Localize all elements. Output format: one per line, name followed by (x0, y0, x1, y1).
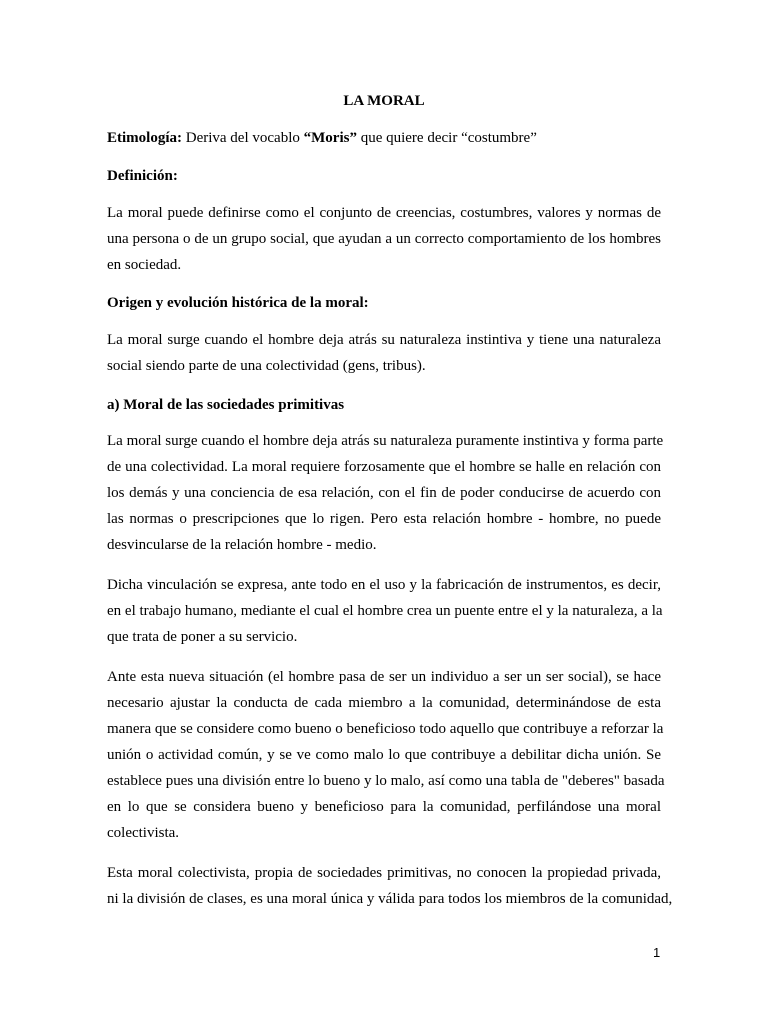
primitivas-heading: a) Moral de las sociedades primitivas (107, 397, 345, 413)
paragraph-line: los demás y una conciencia de esa relación, con el fin de poder conducirse de acuerdo con (107, 485, 661, 501)
page-number: 1 (653, 945, 661, 960)
paragraph-line: La moral surge cuando el hombre deja atrás su naturaleza puramente instintiva y forma parte (107, 433, 664, 449)
definicion-heading: Definición: (107, 168, 178, 184)
paragraph-line: ni la división de clases, es una moral única y válida para todos los miembros de la comunidad, (107, 891, 673, 907)
paragraph-line: establece pues una división entre lo bueno y lo malo, así como una tabla de "deberes" basada (107, 773, 665, 789)
etimologia-label: Etimología: (107, 130, 182, 146)
paragraph-line: manera que se considere como bueno o beneficioso todo aquello que contribuye a reforzar la (107, 721, 664, 737)
origen-paragraph (107, 327, 661, 379)
etimologia-text-after: que quiere decir “costumbre” (356, 130, 537, 146)
paragraph-line: La moral puede definirse como el conjunto de creencias, costumbres, valores y normas de (107, 205, 661, 221)
definicion-paragraph (107, 200, 661, 278)
paragraph-line: en lo que se considera bueno y beneficioso para la comunidad, perfilándose una moral (107, 799, 661, 815)
primitivas-paragraph-1 (107, 428, 664, 558)
document-title: LA MORAL (343, 93, 425, 109)
paragraph-line: una persona o de un grupo social, que ayudan a un correcto comportamiento de los hombres (107, 231, 661, 247)
primitivas-paragraph-2 (107, 572, 661, 650)
paragraph-line: en el trabajo humano, mediante el cual el hombre crea un puente entre el y la naturaleza, a la (107, 603, 663, 619)
paragraph-line: las normas o prescripciones que lo rigen. Pero esta relación hombre - hombre, no puede (107, 511, 661, 527)
primitivas-paragraph-3 (107, 664, 665, 846)
paragraph-line: Esta moral colectivista, propia de sociedades primitivas, no conocen la propiedad privada, (107, 865, 661, 881)
paragraph-line: social siendo parte de una colectividad (gens, tribus). (107, 358, 426, 374)
paragraph-line: colectivista. (107, 825, 180, 841)
paragraph-line: desvincularse de la relación hombre - medio. (107, 537, 377, 553)
paragraph-line: de una colectividad. La moral requiere forzosamente que el hombre se halle en relación con (107, 459, 661, 475)
paragraph-line: en sociedad. (107, 257, 182, 273)
paragraph-line: necesario ajustar la conducta de cada miembro a la comunidad, determinándose de esta (107, 695, 661, 711)
etimologia-text-before: Deriva del vocablo (182, 130, 304, 146)
paragraph-line: Dicha vinculación se expresa, ante todo en el uso y la fabricación de instrumentos, es decir, (107, 577, 661, 593)
paragraph-line: Ante esta nueva situación (el hombre pasa de ser un individuo a ser un ser social), se hace (107, 669, 661, 685)
etimologia-term: “Moris” (303, 130, 357, 146)
origen-heading: Origen y evolución histórica de la moral: (107, 295, 369, 311)
paragraph-line: que trata de poner a su servicio. (107, 629, 298, 645)
paragraph-line: La moral surge cuando el hombre deja atrás su naturaleza instintiva y tiene una naturaleza (107, 332, 661, 348)
etimologia-line (107, 128, 661, 148)
primitivas-paragraph-4 (107, 860, 673, 912)
paragraph-line: unión o actividad común, y se ve como malo lo que contribuye a debilitar dicha unión. Se (107, 747, 661, 763)
